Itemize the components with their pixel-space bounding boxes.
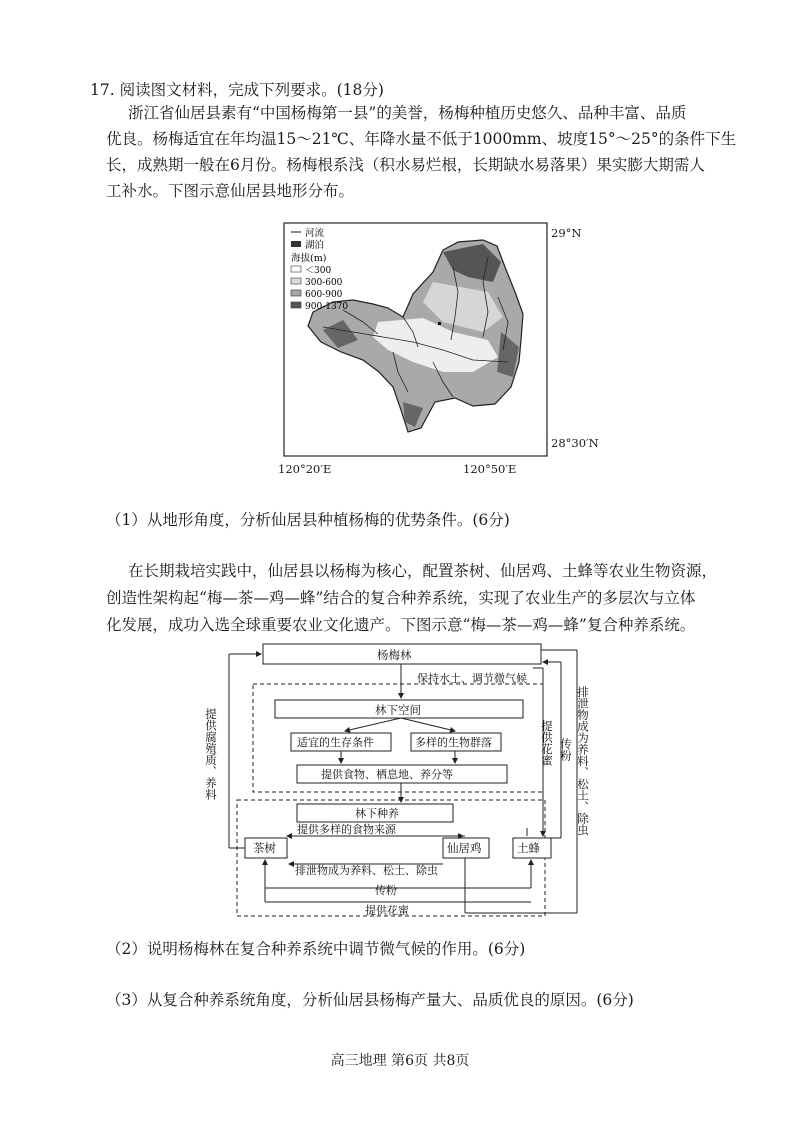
- label-nectar: 提供花蜜: [365, 904, 409, 917]
- label-right-nectar: 提供花蜜: [540, 720, 554, 766]
- lat-top: 29°N: [551, 226, 582, 240]
- intro-line: 浙江省仙居县素有“中国杨梅第一县”的美誉，杨梅种植历史悠久、品种丰富、品质: [128, 104, 687, 122]
- page-footer: 高三地理 第6页 共8页: [330, 1053, 470, 1069]
- legend-band: 600-900: [305, 290, 343, 300]
- label-pollinate: 传粉: [375, 884, 397, 897]
- para2-line: 在长期栽培实践中，仙居县以杨梅为核心，配置茶树、仙居鸡、土蜂等农业生物资源，: [128, 562, 718, 580]
- para2-line: 创造性架构起“梅—茶—鸡—蜂”结合的复合种养系统，实现了农业生产的多层次与立体: [106, 589, 696, 607]
- lat-bottom: 28°30′N: [551, 436, 599, 450]
- label-yangmei: 杨梅林: [377, 648, 412, 662]
- lon-left: 120°20′E: [278, 462, 332, 476]
- intro-line: 长，成熟期一般在6月份。杨梅根系浅（积水易烂根，长期缺水易落果）果实膨大期需人: [106, 156, 705, 174]
- label-cond2: 多样的生物群落: [415, 736, 492, 749]
- flow-svg: [205, 638, 595, 928]
- label-chicken: 仙居鸡: [447, 841, 482, 855]
- intro-line: 工补水。下图示意仙居县地形分布。: [106, 182, 355, 200]
- material-paragraph-2: [106, 558, 726, 639]
- label-tea: 茶树: [253, 841, 276, 855]
- label-understory: 林下空间: [375, 703, 421, 717]
- label-excrete: 排泄物成为养料、松土、除虫: [295, 864, 438, 877]
- label-left-side: 提供腐殖质、养料: [205, 708, 218, 800]
- sub-question-1: （1）从地形角度，分析仙居县种植杨梅的优势条件。(6分): [106, 511, 510, 529]
- label-provide: 提供食物、栖息地、养分等: [321, 768, 453, 781]
- question-title: 17. 阅读图文材料，完成下列要求。(18分): [90, 81, 384, 99]
- terrain-map-svg: [283, 222, 548, 457]
- para2-line: 化发展，成功入选全球重要农业文化遗产。下图示意“梅—茶—鸡—蜂”复合种养系统。: [106, 616, 696, 634]
- label-food: 提供多样的食物来源: [297, 823, 396, 836]
- sub-question-2: （2）说明杨梅林在复合种养系统中调节微气候的作用。(6分): [106, 940, 526, 958]
- lake-mark: [438, 322, 441, 325]
- legend-band: 900-1370: [305, 302, 349, 312]
- label-right-excrete: 排泄物成为养料、松土、除虫: [576, 686, 590, 836]
- label-right-pollinate: 传粉: [559, 738, 573, 761]
- label-cond1: 适宜的生存条件: [297, 736, 374, 749]
- label-bee: 土蜂: [517, 841, 540, 855]
- legend-river: 河流: [305, 228, 325, 239]
- compound-system-diagram: [205, 638, 595, 928]
- lon-right: 120°50′E: [463, 462, 517, 476]
- intro-line: 优良。杨梅适宜在年均温15～21℃、年降水量不低于1000mm、坡度15°～25°的条件下生: [106, 130, 737, 148]
- sub-question-3: （3）从复合种养系统角度，分析仙居县杨梅产量大、品质优良的原因。(6分): [106, 991, 634, 1009]
- legend-lake: 湖泊: [305, 240, 325, 251]
- label-breeding: 林下种养: [355, 807, 399, 820]
- legend-elev-title: 海拔(m): [291, 253, 327, 264]
- legend-band: 300-600: [305, 278, 343, 288]
- question-intro: [106, 100, 737, 204]
- label-keep: 保持水土、调节微气候: [417, 672, 527, 685]
- terrain-map: [278, 222, 599, 476]
- legend-band: ＜300: [305, 266, 332, 276]
